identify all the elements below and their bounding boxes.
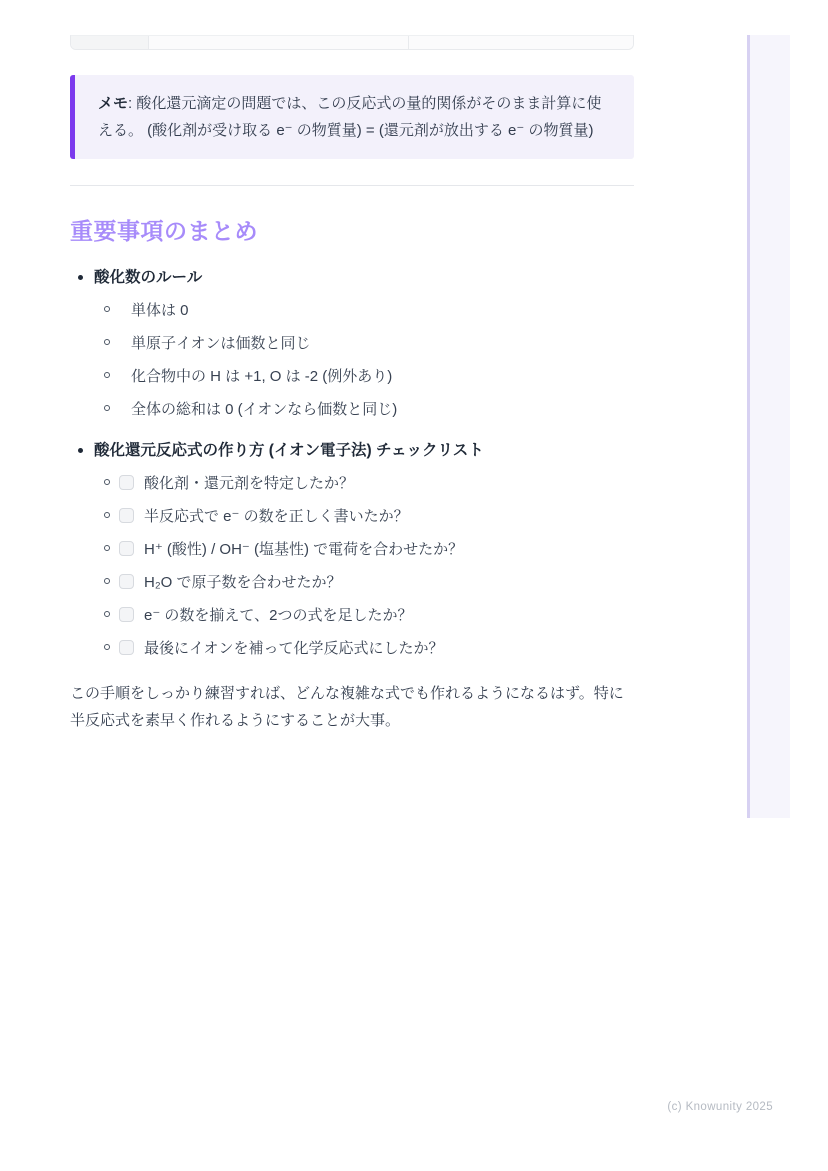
list-item-checklist-title (70, 439, 634, 462)
checklist-item-text: 半反応式で e⁻ の数を正しく書いたか？ (144, 508, 409, 525)
list-item (70, 299, 634, 322)
closing-paragraph: この手順をしっかり練習すれば、どんな複雑な式でも作れるようになるはず。特に半反応式を素早く作れるようにすることが大事。 (70, 685, 624, 729)
checklist-item (70, 571, 634, 594)
circle-bullet-icon (104, 339, 110, 345)
section-heading: 重要事項のまとめ (70, 218, 258, 244)
next-page-edge-strip (747, 35, 790, 818)
checklist-item (70, 505, 634, 528)
checkbox[interactable] (119, 475, 134, 490)
memo-callout (70, 75, 634, 159)
checklist-item (70, 604, 634, 627)
checklist-item-text: e⁻ の数を揃えて、2つの式を足したか？ (144, 607, 413, 624)
checkbox[interactable] (119, 574, 134, 589)
bullet-icon (78, 275, 83, 280)
cropped-table-bottom (70, 35, 634, 50)
list-item (70, 398, 634, 421)
checkbox[interactable] (119, 640, 134, 655)
circle-bullet-icon (104, 372, 110, 378)
list-item-text: 全体の総和は 0 (イオンなら価数と同じ) (131, 401, 398, 418)
checklist (70, 472, 634, 660)
circle-bullet-icon (104, 545, 110, 551)
list-item-text: 化合物中の H は +1, O は -2 (例外あり) (131, 368, 393, 385)
section-divider (70, 185, 634, 186)
list-item (70, 365, 634, 388)
circle-bullet-icon (104, 611, 110, 617)
checklist-item-text: H₂O で原子数を合わせたか？ (144, 574, 342, 591)
circle-bullet-icon (104, 405, 110, 411)
table-cell (71, 36, 148, 49)
circle-bullet-icon (104, 644, 110, 650)
oxidation-rules-sublist (70, 299, 634, 421)
checkbox[interactable] (119, 607, 134, 622)
document-body (70, 35, 634, 734)
checklist-item (70, 637, 634, 660)
copyright-text: (c) Knowunity 2025 (667, 1101, 773, 1113)
bullet-icon (78, 448, 83, 453)
checklist-item-text: H⁺ (酸性) / OH⁻ (塩基性) で電荷を合わせたか？ (144, 541, 464, 558)
memo-text: : 酸化還元滴定の問題では、この反応式の量的関係がそのまま計算に使える。 (酸化剤が受け取る e⁻ の物質量) = (還元剤が放出する e⁻ の物質量) (98, 95, 602, 139)
circle-bullet-icon (104, 578, 110, 584)
list-item-text: 単原子イオンは価数と同じ (131, 335, 311, 352)
list-item-title: 酸化還元反応式の作り方 (イオン電子法) チェックリスト (94, 442, 484, 459)
list-item-text: 単体は 0 (131, 302, 189, 319)
checkbox[interactable] (119, 541, 134, 556)
summary-list (70, 266, 634, 660)
list-item (70, 332, 634, 355)
circle-bullet-icon (104, 479, 110, 485)
checklist-item-text: 酸化剤・還元剤を特定したか？ (144, 475, 355, 492)
table-cell (148, 36, 408, 49)
circle-bullet-icon (104, 306, 110, 312)
checklist-item (70, 538, 634, 561)
list-item-oxidation-number-rules (70, 266, 634, 289)
memo-label: メモ (98, 95, 129, 112)
circle-bullet-icon (104, 512, 110, 518)
checklist-item-text: 最後にイオンを補って化学反応式にしたか？ (144, 640, 444, 657)
table-cell (408, 36, 633, 49)
checkbox[interactable] (119, 508, 134, 523)
list-item-title: 酸化数のルール (94, 269, 203, 286)
checklist-item (70, 472, 634, 495)
